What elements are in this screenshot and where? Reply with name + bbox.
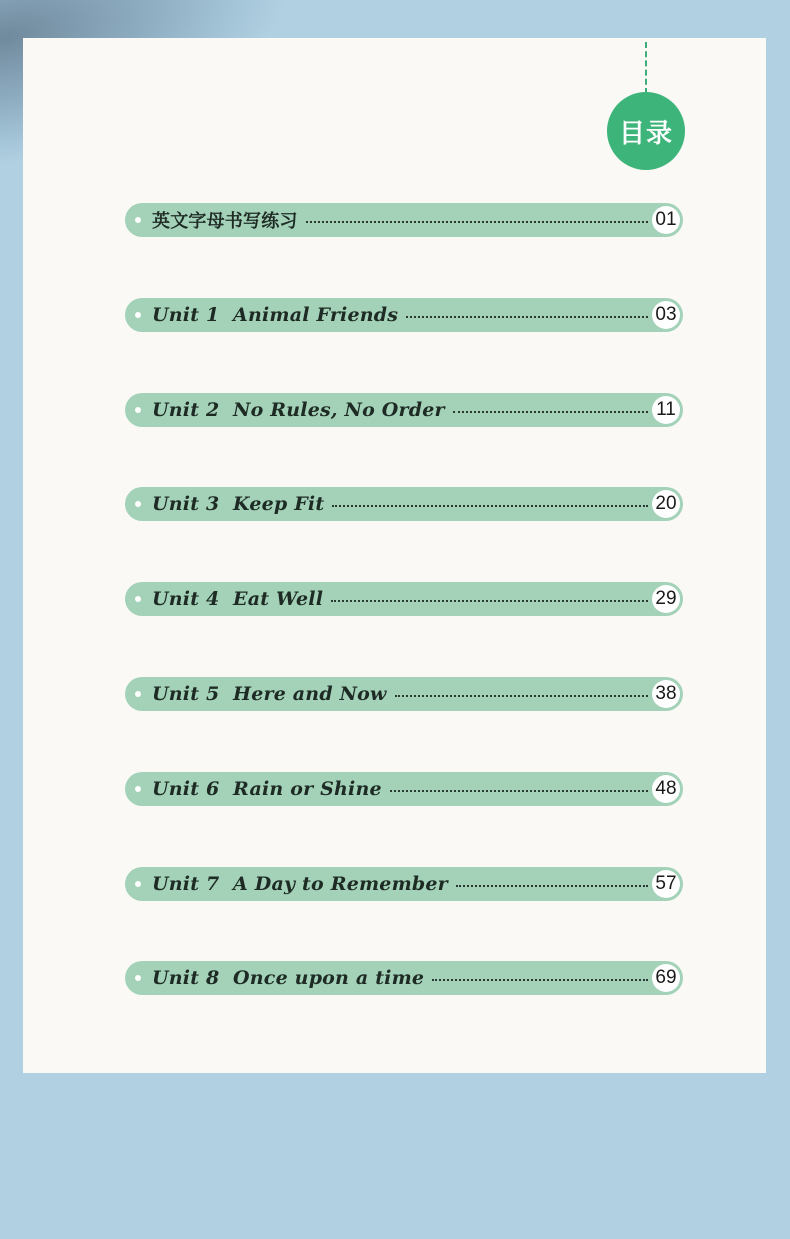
toc-entry-title: Unit 3 Keep Fit bbox=[152, 493, 325, 515]
toc-entry-unit-8[interactable] bbox=[125, 961, 683, 995]
bullet-icon bbox=[135, 691, 141, 697]
dot-leader bbox=[456, 885, 648, 887]
toc-entry-page: 20 bbox=[652, 490, 680, 518]
toc-entry-unit-7[interactable] bbox=[125, 867, 683, 901]
bullet-icon bbox=[135, 881, 141, 887]
toc-entry-alphabet[interactable] bbox=[125, 203, 683, 237]
bullet-icon bbox=[135, 312, 141, 318]
toc-entry-page: 38 bbox=[652, 680, 680, 708]
toc-entry-page: 57 bbox=[652, 870, 680, 898]
toc-entry-title: Unit 6 Rain or Shine bbox=[152, 778, 382, 800]
toc-entry-title: Unit 1 Animal Friends bbox=[152, 304, 399, 326]
toc-entry-unit-1[interactable] bbox=[125, 298, 683, 332]
toc-heading-badge: 目录 bbox=[607, 92, 685, 170]
toc-entry-title: Unit 7 A Day to Remember bbox=[152, 873, 448, 895]
toc-entry-page: 29 bbox=[652, 585, 680, 613]
dot-leader bbox=[306, 221, 648, 223]
bullet-icon bbox=[135, 786, 141, 792]
toc-entry-unit-3[interactable] bbox=[125, 487, 683, 521]
bullet-icon bbox=[135, 407, 141, 413]
toc-entry-unit-2[interactable] bbox=[125, 393, 683, 427]
bullet-icon bbox=[135, 217, 141, 223]
toc-entry-page: 01 bbox=[652, 206, 680, 234]
bullet-icon bbox=[135, 596, 141, 602]
dot-leader bbox=[331, 600, 648, 602]
bullet-icon bbox=[135, 975, 141, 981]
dot-leader bbox=[453, 411, 648, 413]
toc-entry-page: 69 bbox=[652, 964, 680, 992]
badge-string bbox=[645, 42, 647, 94]
toc-page bbox=[23, 38, 766, 1073]
toc-entry-page: 48 bbox=[652, 775, 680, 803]
toc-entry-unit-4[interactable] bbox=[125, 582, 683, 616]
toc-entry-page: 11 bbox=[652, 396, 680, 424]
dot-leader bbox=[395, 695, 648, 697]
toc-entry-unit-5[interactable] bbox=[125, 677, 683, 711]
toc-entry-title: Unit 5 Here and Now bbox=[152, 683, 387, 705]
bullet-icon bbox=[135, 501, 141, 507]
toc-entry-title: 英文字母书写练习 bbox=[152, 211, 298, 232]
toc-entry-title: Unit 8 Once upon a time bbox=[152, 967, 425, 989]
toc-entry-title: Unit 4 Eat Well bbox=[152, 588, 324, 610]
dot-leader bbox=[406, 316, 648, 318]
toc-entry-unit-6[interactable] bbox=[125, 772, 683, 806]
toc-entry-page: 03 bbox=[652, 301, 680, 329]
dot-leader bbox=[432, 979, 648, 981]
dot-leader bbox=[390, 790, 648, 792]
toc-entry-title: Unit 2 No Rules, No Order bbox=[152, 399, 445, 421]
dot-leader bbox=[332, 505, 648, 507]
